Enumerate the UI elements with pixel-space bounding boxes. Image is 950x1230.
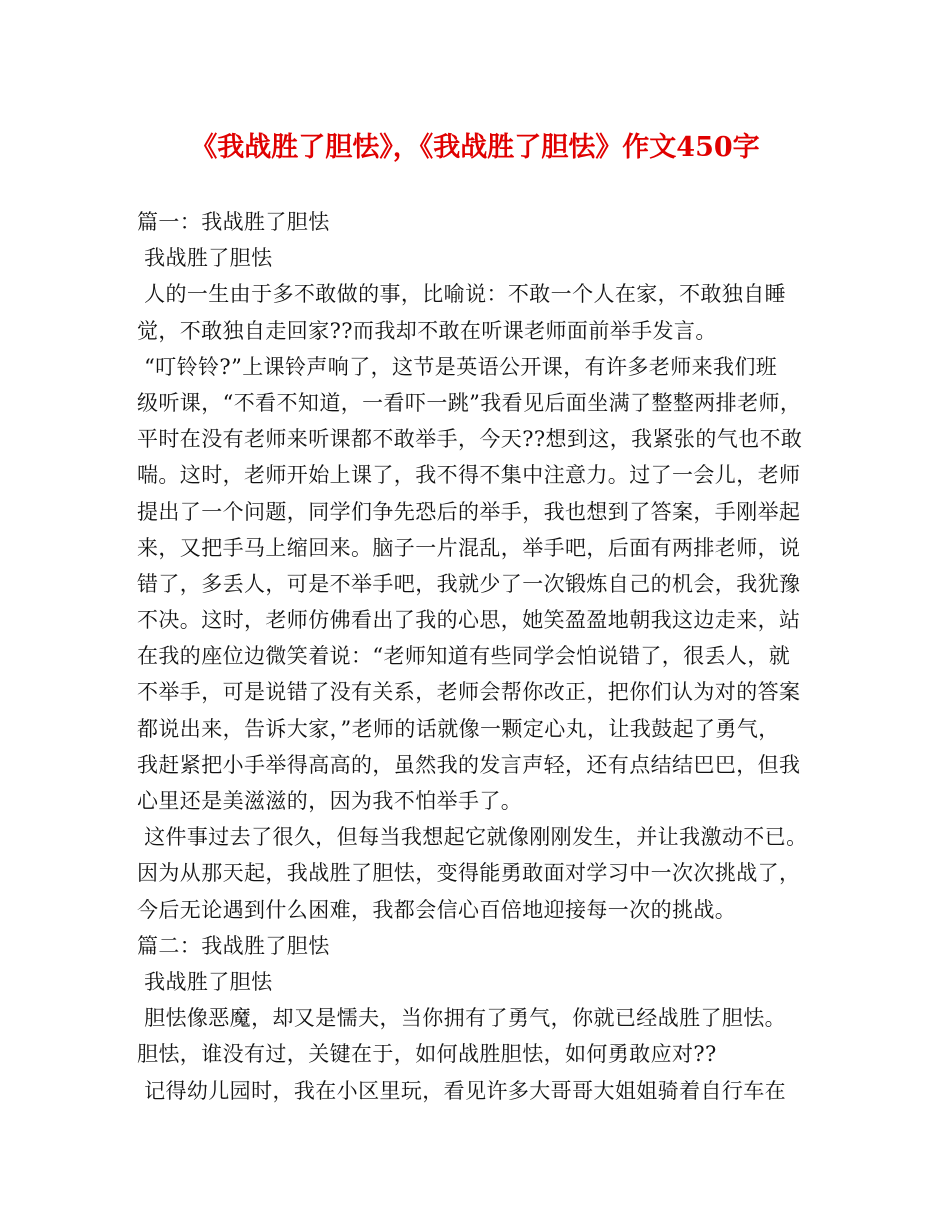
text-line: 人的一生由于多不敢做的事，比喻说：不敢一个人在家，不敢独自睡 xyxy=(137,282,787,307)
text-line: 这件事过去了很久，但每当我想起它就像刚刚发生，并让我激动不已。 xyxy=(137,825,808,850)
text-line: 记得幼儿园时，我在小区里玩，看见许多大哥哥大姐姐骑着自行车在 xyxy=(137,1078,787,1103)
text-line: 喘。这时，老师开始上课了，我不得不集中注意力。过了一会儿，老师 xyxy=(137,463,801,488)
text-line: 都说出来，告诉大家，”老师的话就像一颗定心丸，让我鼓起了勇气， xyxy=(137,716,780,741)
text-line: 我赶紧把小手举得高高的，虽然我的发言声轻，还有点结结巴巴，但我 xyxy=(137,752,801,777)
text-line: 来，又把手马上缩回来。脑子一片混乱，举手吧，后面有两排老师，说 xyxy=(137,535,801,560)
text-line: 篇二：我战胜了胆怯 xyxy=(137,933,330,958)
document-body xyxy=(137,204,827,1109)
text-line: 因为从那天起，我战胜了胆怯，变得能勇敢面对学习中一次次挑战了， xyxy=(137,861,801,886)
text-line: 错了，多丢人，可是不举手吧，我就少了一次锻炼自己的机会，我犹豫 xyxy=(137,571,801,596)
text-line: 不举手，可是说错了没有关系，老师会帮你改正，把你们认为对的答案 xyxy=(137,680,801,705)
document-title: 《我战胜了胆怯》，《我战胜了胆怯》作文450字 xyxy=(190,132,760,163)
text-line: 我战胜了胆怯 xyxy=(137,246,273,271)
text-line: 平时在没有老师来听课都不敢举手，今天??想到这，我紧张的气也不敢 xyxy=(137,427,803,452)
text-line: “叮铃铃?”上课铃声响了，这节是英语公开课，有许多老师来我们班 xyxy=(137,354,778,379)
text-line: 今后无论遇到什么困难，我都会信心百倍地迎接每一次的挑战。 xyxy=(137,897,737,922)
text-line: 我战胜了胆怯 xyxy=(137,969,273,994)
text-line: 胆怯像恶魔，却又是懦夫，当你拥有了勇气，你就已经战胜了胆怯。 xyxy=(137,1006,787,1031)
text-line: 级听课，“不看不知道，一看吓一跳”我看见后面坐满了整整两排老师， xyxy=(137,390,802,415)
text-line: 提出了一个问题，同学们争先恐后的举手，我也想到了答案，手刚举起 xyxy=(137,499,801,524)
text-line: 篇一：我战胜了胆怯 xyxy=(137,210,330,234)
text-line: 胆怯，谁没有过，关键在于，如何战胜胆怯，如何勇敢应对?? xyxy=(137,1042,717,1067)
text-line: 在我的座位边微笑着说：“老师知道有些同学会怕说错了，很丢人，就 xyxy=(137,644,791,669)
text-line: 觉，不敢独自走回家??而我却不敢在听课老师面前举手发言。 xyxy=(137,318,717,343)
text-line: 不决。这时，老师仿佛看出了我的心思，她笑盈盈地朝我这边走来，站 xyxy=(137,608,801,633)
text-line: 心里还是美滋滋的，因为我不怕举手了。 xyxy=(137,789,523,813)
